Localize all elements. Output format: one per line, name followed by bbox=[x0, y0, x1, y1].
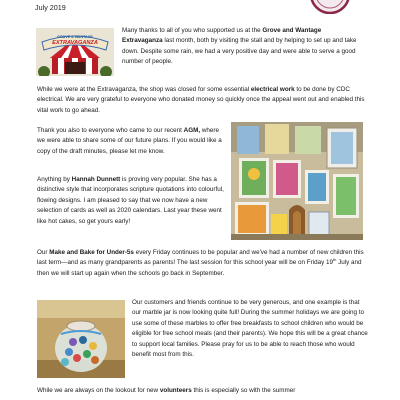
paragraph-electrical-work bbox=[37, 85, 367, 116]
paragraph-text: Our customers and friends continue to be very generous, and one example is that our marble jar is now looking quite full! During the summer holidays we are going to use some of these marbles to offer free breakfasts to school children who would be eligible for free school meals (and their parents). We hope this will be a great chance to support local families. Please pray for us to be able to reach those who would benefit most from this. bbox=[132, 299, 368, 359]
extravaganza-image bbox=[36, 28, 114, 76]
highlight-volunteers: volunteers bbox=[159, 387, 192, 394]
cards-display-image bbox=[231, 122, 363, 240]
paragraph-text: to be done by CDC electrical. We are very grateful to everyone who donated money so quickly once the appeal went out and enabled this vital work to go ahead. bbox=[37, 86, 365, 114]
paragraph-text: Anything by bbox=[37, 176, 72, 183]
paragraph-text: last month, both by visiting the stall and by helping to set up and take down. Despite some rain, we had a very positive day and were able to serve a good number of people. bbox=[122, 37, 357, 66]
extravaganza-sign-main: EXTRAVAGANZA bbox=[52, 40, 98, 46]
paragraph-volunteers bbox=[37, 386, 367, 396]
organisation-logo bbox=[310, 0, 350, 14]
paragraph-agm bbox=[37, 126, 225, 157]
paragraph-text: Our bbox=[37, 249, 50, 256]
newsletter-date: July 2019 bbox=[35, 3, 66, 12]
paragraph-text: every Friday continues to be popular and we've had a number of new children this last term—and as many grandparents as parents! The last session for this school year will be on Friday 19 bbox=[37, 249, 364, 267]
highlight-hannah-dunnett: Hannah Dunnett bbox=[71, 176, 121, 183]
paragraph-text: July and then we will start up again when the schools go back in September. bbox=[37, 259, 362, 277]
paragraph-extravaganza bbox=[122, 26, 362, 68]
highlight-agm: AGM, bbox=[183, 127, 201, 134]
highlight-extravaganza: Grove and Wantage Extravaganza bbox=[122, 27, 322, 45]
paragraph-text: where we were able to share some of our future plans. If you would like a copy of the draft minutes, please let me know. bbox=[37, 127, 222, 155]
paragraph-text: Many thanks to all of you who supported us at the bbox=[122, 27, 263, 34]
extravaganza-sign-top: GROVE & WANTAGE bbox=[57, 35, 93, 39]
paragraph-text: While we are always on the lookout for new bbox=[37, 387, 160, 394]
paragraph-text: Thank you also to everyone who came to our recent bbox=[37, 127, 184, 134]
paragraph-text: While we were at the Extravaganza, the shop was closed for some essential bbox=[37, 86, 251, 93]
highlight-electrical-work: electrical work bbox=[250, 86, 295, 93]
paragraph-text: is proving very popular. She has a distinctive style that incorporates scripture quotations into colourful, flowing designs. I am pleased to say that we now have a new selection of cards as well as 2020 calendars. Last year these went like hot cakes, so get yours early! bbox=[37, 176, 224, 225]
paragraph-make-and-bake bbox=[37, 248, 367, 279]
highlight-make-and-bake: Make and Bake for Under-5s bbox=[49, 249, 134, 256]
superscript: th bbox=[332, 257, 337, 263]
paragraph-hannah-dunnett bbox=[37, 175, 225, 227]
paragraph-text: this is especially so with the summer bbox=[191, 387, 296, 394]
marble-jar-image bbox=[37, 300, 125, 378]
paragraph-marble-jar bbox=[132, 298, 368, 360]
